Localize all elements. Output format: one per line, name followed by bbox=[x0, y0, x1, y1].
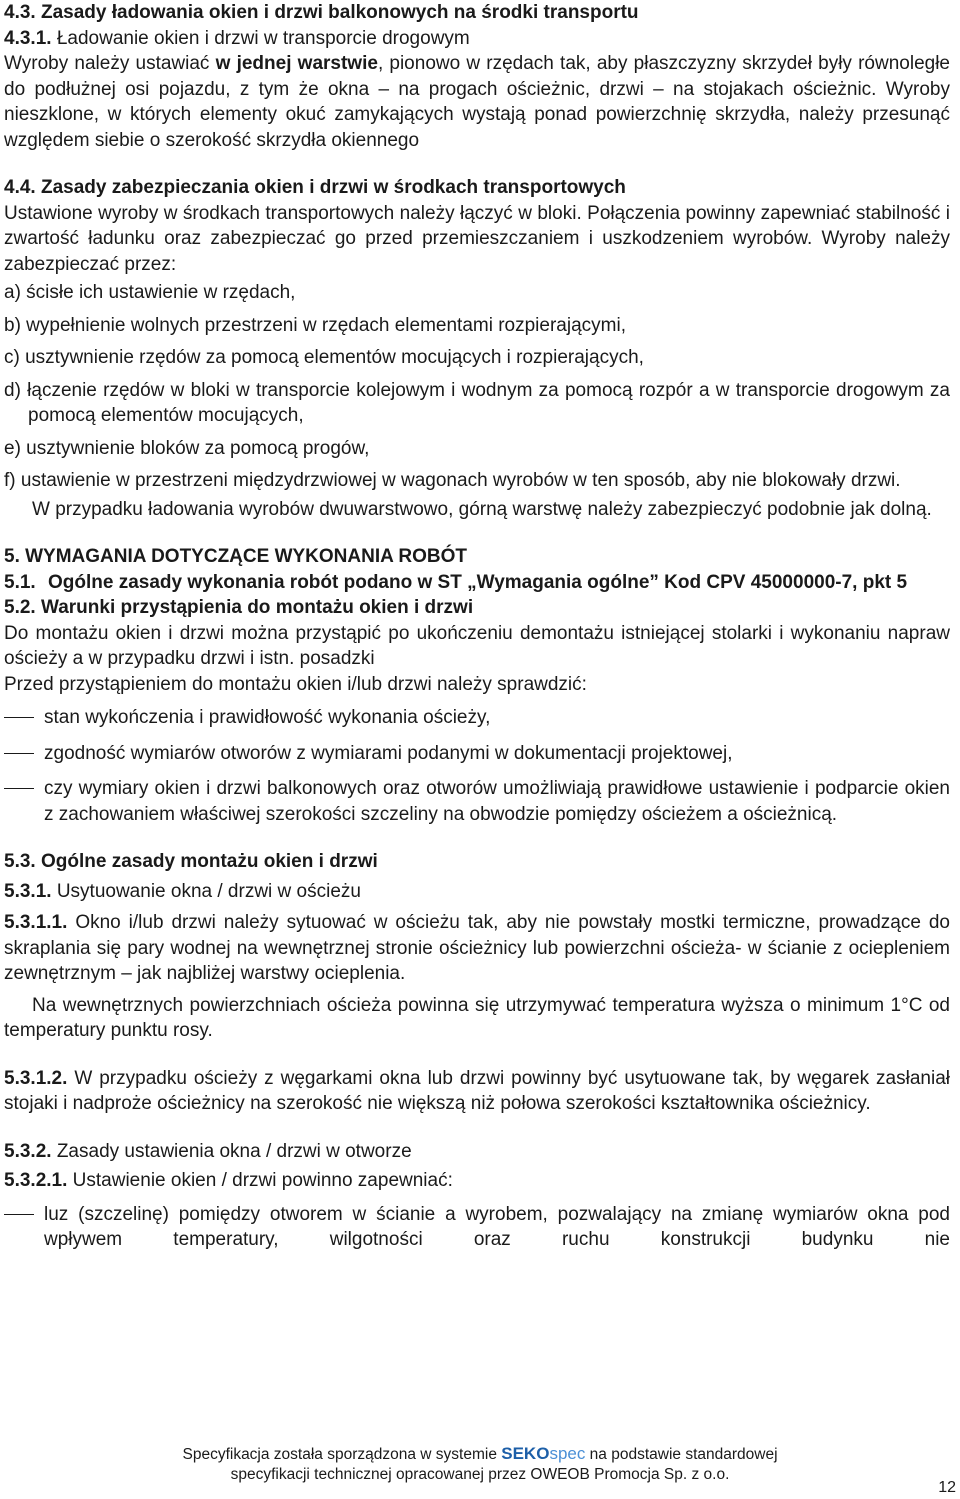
dash-list-item bbox=[4, 741, 950, 767]
section-5-3-1-1-paragraph bbox=[4, 910, 950, 987]
section-5-1-number: 5.1. bbox=[4, 571, 36, 593]
section-5-3-2-heading bbox=[4, 1139, 950, 1165]
page-footer bbox=[0, 1444, 960, 1485]
logo-spec: spec bbox=[549, 1444, 586, 1463]
section-4-3-1-title: Ładowanie okien i drzwi w transporcie drogowym bbox=[51, 27, 470, 49]
dash-bullet-icon bbox=[4, 717, 34, 718]
list-item: c) usztywnienie rzędów za pomocą elementów mocujących i rozpierających, bbox=[4, 347, 644, 368]
section-5-3-1-number: 5.3.1. bbox=[4, 880, 52, 902]
dash-list-item-text: stan wykończenia i prawidłowość wykonania ościeży, bbox=[44, 707, 491, 728]
section-5-2-paragraph: Do montażu okien i drzwi można przystąpić po ukończeniu demontażu istniejącej stolarki i wykonaniu napraw ościeży a w przypadku drzwi i istn. posadzki bbox=[4, 622, 950, 669]
dash-list-item bbox=[4, 776, 950, 827]
section-5-3-2-1-heading bbox=[4, 1168, 950, 1194]
page-content bbox=[4, 0, 950, 1253]
dash-bullet-icon bbox=[4, 1214, 34, 1215]
sekospec-logo bbox=[501, 1444, 585, 1463]
dash-bullet-icon bbox=[4, 753, 34, 754]
list-item: e) usztywnienie bloków za pomocą progów, bbox=[4, 437, 370, 459]
section-4-3-1-heading bbox=[4, 26, 950, 52]
dash-list-item-text: czy wymiary okien i drzwi balkonowych oraz otworów umożliwiają prawidłowe ustawienie i podparcie okien z zachowaniem właściwej szerokości szczeliny na obwodzie pomiędzy ościeżem a ościeżnicą. bbox=[44, 778, 950, 825]
section-5-3-1-2-number: 5.3.1.2. bbox=[4, 1067, 68, 1089]
section-5-2-heading: 5.2. Warunki przystąpienia do montażu okien i drzwi bbox=[4, 597, 474, 618]
footer-text: Specyfikacja została sporządzona w systemie bbox=[182, 1446, 502, 1463]
section-5-3-1-1-text: Okno i/lub drzwi należy sytuować w ościeżu tak, aby nie powstały mostki termiczne, prowadzące do skraplania się pary wodnej na wewnętrznej stronie ościeżnicy lub powierzchni ościeża- w ścianie z ociepleniem zewnętrznym – jak najbliżej warstwy ocieplenia. bbox=[4, 912, 950, 984]
section-5-1-heading bbox=[4, 570, 950, 596]
section-4-4-heading: 4.4. Zasady zabezpieczania okien i drzwi w środkach transportowych bbox=[4, 177, 626, 198]
section-4-3-heading: 4.3. Zasady ładowania okien i drzwi balkonowych na środki transportu bbox=[4, 2, 639, 23]
section-5-1-title: Ogólne zasady wykonania robót podano w ST „Wymagania ogólne” Kod CPV 45000000-7, pkt 5 bbox=[48, 571, 908, 593]
section-5-3-1-title: Usytuowanie okna / drzwi w ościeżu bbox=[51, 880, 361, 902]
footer-line-2: specyfikacji technicznej opracowanej przez OWEOB Promocja Sp. z o.o. bbox=[230, 1466, 730, 1483]
page-number: 12 bbox=[938, 1479, 956, 1496]
footer-line-1 bbox=[0, 1444, 960, 1465]
paragraph-emphasis: w jednej warstwie bbox=[215, 53, 378, 74]
dash-list-item bbox=[4, 1202, 950, 1253]
section-5-3-heading: 5.3. Ogólne zasady montażu okien i drzwi bbox=[4, 851, 378, 872]
dash-list-item-text: luz (szczelinę) pomiędzy otworem w ścianie a wyrobem, pozwalający na zmianę wymiarów okna pod wpływem temperatury, wilgotności oraz ruchu konstrukcji budynku nie bbox=[44, 1203, 950, 1250]
section-5-heading: 5. WYMAGANIA DOTYCZĄCE WYKONANIA ROBÓT bbox=[4, 546, 468, 567]
dash-list-item bbox=[4, 705, 950, 731]
dash-list-item-text: zgodność wymiarów otworów z wymiarami podanymi w dokumentacji projektowej, bbox=[44, 742, 733, 764]
section-5-3-2-title: Zasady ustawienia okna / drzwi w otworze bbox=[51, 1140, 412, 1162]
section-5-3-1-2-paragraph bbox=[4, 1066, 950, 1117]
section-5-3-1-1-number: 5.3.1.1. bbox=[4, 912, 68, 933]
section-5-3-1-heading bbox=[4, 879, 950, 905]
list-item: b) wypełnienie wolnych przestrzeni w rzędach elementami rozpierającymi, bbox=[4, 314, 626, 336]
section-5-2-intro: Przed przystąpieniem do montażu okien i/lub drzwi należy sprawdzić: bbox=[4, 673, 587, 695]
section-4-3-1-paragraph bbox=[4, 51, 950, 153]
dash-bullet-icon bbox=[4, 788, 34, 789]
logo-seko: SEKO bbox=[501, 1444, 550, 1463]
section-4-4-paragraph: Ustawione wyroby w środkach transportowych należy łączyć w bloki. Połączenia powinny zapewniać stabilność i zwartość ładunku oraz zabezpieczać go przed przemieszczaniem i uszkodzeniem wyrobów. Wyroby należy zabezpieczać przez: bbox=[4, 202, 950, 275]
paragraph-text: , pionowo w rzędach tak, aby płaszczyzny skrzydeł były równoległe do podłużnej osi pojazdu, z tym że okna – na progach ościeżnic, drzwi – na stojakach ościeżnic. Wyroby nieszklone, w których elementy okuć zamykających wystają ponad powierzchnię skrzydła, należy przesunąć względem siebie o szerokość skrzydła okiennego bbox=[4, 53, 950, 151]
section-5-3-1-2-text: W przypadku ościeży z węgarkami okna lub drzwi powinny być usytuowane tak, by węgarek zasłaniał stojaki i nadproże ościeżnicy na szerokość nie większą niż połowa szerokości kształtownika ościeżnicy. bbox=[4, 1067, 950, 1114]
section-5-3-2-1-title: Ustawienie okien / drzwi powinno zapewniać: bbox=[67, 1170, 453, 1191]
list-item: d) łączenie rzędów w bloki w transporcie kolejowym i wodnym za pomocą rozpór a w transporcie drogowym za pomocą elementów mocujących, bbox=[4, 379, 950, 426]
section-5-3-1-1-paragraph-2: Na wewnętrznych powierzchniach ościeża powinna się utrzymywać temperatura wyższa o minimum 1°C od temperatury punktu rosy. bbox=[4, 994, 950, 1041]
section-5-3-2-1-number: 5.3.2.1. bbox=[4, 1170, 68, 1191]
section-4-3-1-number: 4.3.1. bbox=[4, 27, 52, 49]
footer-text: na podstawie standardowej bbox=[585, 1446, 778, 1463]
paragraph-text: Wyroby należy ustawiać bbox=[4, 53, 216, 74]
section-4-4-closing-paragraph: W przypadku ładowania wyrobów dwuwarstwowo, górną warstwę należy zabezpieczyć podobnie jak dolną. bbox=[32, 498, 932, 520]
list-item: f) ustawienie w przestrzeni międzydrzwiowej w wagonach wyrobów w ten sposób, aby nie blokowały drzwi. bbox=[4, 470, 901, 491]
section-5-3-2-number: 5.3.2. bbox=[4, 1140, 52, 1162]
list-item: a) ścisłe ich ustawienie w rzędach, bbox=[4, 282, 296, 303]
